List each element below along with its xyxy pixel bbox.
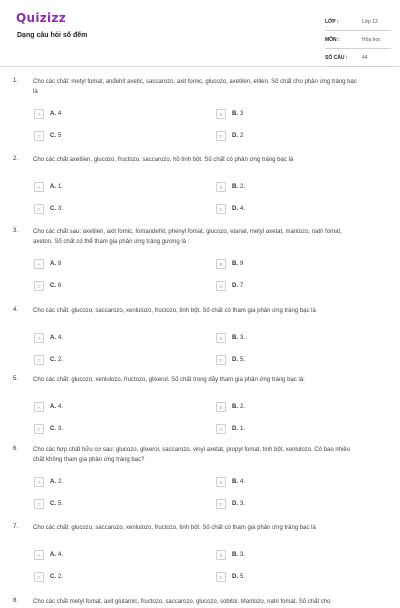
option-label: A. <box>50 261 56 267</box>
option-letter-box: C <box>34 131 44 141</box>
option-label: A. <box>50 552 56 558</box>
option-value: 5. <box>240 574 246 580</box>
option-label: D. <box>232 206 238 212</box>
option-letter-box: B <box>216 402 226 412</box>
option-value: 3. <box>240 552 246 558</box>
option-label: A. <box>50 111 56 117</box>
question-text: Cho các chất axetilen, glucozo, fructozo, saccarozo, hồ tinh bột. Số chất có phản ứng tráng bạc là <box>33 157 294 163</box>
option-c[interactable] <box>34 572 63 582</box>
option-d[interactable] <box>216 281 243 291</box>
option-b[interactable] <box>216 109 243 119</box>
page-title: Dạng câu hỏi số đếm <box>17 32 88 39</box>
option-d[interactable] <box>216 355 245 365</box>
option-a[interactable] <box>34 477 63 487</box>
option-letter-box: A <box>34 550 44 560</box>
option-letter-box: A <box>34 259 44 269</box>
question-number: 4. <box>13 307 19 313</box>
option-value: 4. <box>58 552 64 558</box>
question-text: Cho các chất sau: axetilen, axit fomic, fomandehit, phenyl fomat, glucozo, etanal, metyl axetat, mantozo, natri fomat, axeton. Số chất có thể tham gia phản ứng tráng gương là : <box>33 229 342 245</box>
option-label: B. <box>232 111 238 117</box>
option-value: 2. <box>58 574 64 580</box>
option-letter-box: B <box>216 477 226 487</box>
option-c[interactable] <box>34 131 61 141</box>
option-label: C. <box>50 426 56 432</box>
option-value: 4. <box>240 479 246 485</box>
option-c[interactable] <box>34 281 61 291</box>
meta-key: SỐ CÂU : <box>325 55 348 61</box>
option-label: D. <box>232 426 238 432</box>
option-b[interactable] <box>216 259 243 269</box>
option-b[interactable] <box>216 182 245 192</box>
option-label: B. <box>232 184 238 190</box>
option-label: B. <box>232 479 238 485</box>
question-text: Cho các chất metyl fomat, axit glutamic, fructozo, saccarozo, glucozo, sobitol. Mantozo, natri fomat. Số chất cho <box>33 599 331 605</box>
option-letter-box: C <box>34 355 44 365</box>
option-letter-box: C <box>34 499 44 509</box>
option-value: 2. <box>58 357 64 363</box>
option-a[interactable] <box>34 402 63 412</box>
option-b[interactable] <box>216 333 245 343</box>
option-value: 2. <box>58 479 64 485</box>
option-label: B. <box>232 335 238 341</box>
option-value: 6 <box>58 283 62 289</box>
option-label: B. <box>232 404 238 410</box>
option-label: B. <box>232 552 238 558</box>
option-value: 5 <box>58 133 62 139</box>
question-text: Cho các chất: glucozo, saccarozo, xenlulozo, fructozo, tinh bột. Số chất có tham gia phản ứng tráng bạc là <box>33 525 316 531</box>
option-letter-box: D <box>216 355 226 365</box>
option-value: 1. <box>240 426 246 432</box>
option-a[interactable] <box>34 333 63 343</box>
page-header <box>0 0 400 67</box>
option-label: B. <box>232 261 238 267</box>
option-letter-box: A <box>34 182 44 192</box>
option-letter-box: C <box>34 424 44 434</box>
option-letter-box: D <box>216 281 226 291</box>
option-letter-box: D <box>216 499 226 509</box>
meta-row-question-count <box>325 50 391 67</box>
question-text: Cho các chất: metyl fomat, anđehit axetic, saccarozo, axit fomic, glucozo, axetilen, etilen. Số chất cho phản ứng tráng bạc là <box>33 79 357 95</box>
option-letter-box: B <box>216 109 226 119</box>
option-letter-box: C <box>34 204 44 214</box>
option-c[interactable] <box>34 424 63 434</box>
option-value: 3. <box>58 206 64 212</box>
meta-value: Lớp 12 <box>362 19 378 25</box>
option-letter-box: B <box>216 259 226 269</box>
option-letter-box: A <box>34 333 44 343</box>
option-a[interactable] <box>34 550 63 560</box>
option-d[interactable] <box>216 499 245 509</box>
option-value: 3. <box>240 335 246 341</box>
option-d[interactable] <box>216 572 245 582</box>
option-value: 9 <box>240 261 244 267</box>
option-letter-box: A <box>34 477 44 487</box>
option-label: A. <box>50 479 56 485</box>
option-value: 5. <box>58 501 64 507</box>
option-label: D. <box>232 133 238 139</box>
meta-key: MÔN : <box>325 37 340 43</box>
option-label: D. <box>232 283 238 289</box>
meta-row-grade <box>325 14 391 31</box>
option-value: 1. <box>58 184 64 190</box>
option-value: 4. <box>240 206 246 212</box>
question-number: 7. <box>13 524 19 530</box>
question-number: 5. <box>13 376 19 382</box>
option-label: A. <box>50 404 56 410</box>
option-letter-box: B <box>216 550 226 560</box>
option-letter-box: D <box>216 424 226 434</box>
option-value: 7 <box>240 283 244 289</box>
option-c[interactable] <box>34 204 63 214</box>
question-number: 6. <box>13 446 19 452</box>
option-label: C. <box>50 133 56 139</box>
meta-value: Hóa học <box>362 37 381 43</box>
option-c[interactable] <box>34 355 63 365</box>
question-text: Cho các chất: glucozo, saccarozo, xenlulozo, fructozo, tinh bột. Số chất có tham gia phản ứng tráng bạc là <box>33 308 316 314</box>
meta-row-subject <box>325 32 391 49</box>
option-c[interactable] <box>34 499 63 509</box>
option-label: C. <box>50 206 56 212</box>
option-value: 5. <box>240 357 246 363</box>
option-d[interactable] <box>216 424 245 434</box>
option-a[interactable] <box>34 259 61 269</box>
option-letter-box: A <box>34 109 44 119</box>
option-a[interactable] <box>34 182 63 192</box>
option-value: 8 <box>58 261 62 267</box>
meta-value: 44 <box>362 55 368 61</box>
meta-key: LỚP : <box>325 19 339 25</box>
option-value: 4. <box>58 335 64 341</box>
option-value: 4 <box>58 111 62 117</box>
option-d[interactable] <box>216 204 245 214</box>
option-letter-box: B <box>216 333 226 343</box>
question-number: 1. <box>13 78 19 84</box>
option-label: D. <box>232 357 238 363</box>
question-text: Cho các chất: glucozo, xenlulozo, fructozo, glixerol. Số chất trong dãy tham gia phản ứng tráng bạc là: <box>33 377 305 383</box>
option-letter-box: A <box>34 402 44 412</box>
option-value: 2. <box>240 404 246 410</box>
option-label: A. <box>50 335 56 341</box>
option-value: 4. <box>58 404 64 410</box>
question-number: 2. <box>13 156 19 162</box>
option-letter-box: C <box>34 281 44 291</box>
question-text: Cho các hợp chất hữu cơ sau: glucozo, glixerol, saccarozo, vinyl axetat, propyl fomat, tinh bột, xenlulozo. Có bao nhiêu chất không tham gia phản ứng tráng bạc? <box>33 447 351 463</box>
option-letter-box: D <box>216 572 226 582</box>
option-value: 2 <box>240 133 244 139</box>
option-letter-box: D <box>216 131 226 141</box>
option-letter-box: B <box>216 182 226 192</box>
option-label: A. <box>50 184 56 190</box>
option-label: D. <box>232 574 238 580</box>
option-label: C. <box>50 501 56 507</box>
option-value: 3 <box>240 111 244 117</box>
option-label: D. <box>232 501 238 507</box>
option-label: C. <box>50 574 56 580</box>
option-letter-box: C <box>34 572 44 582</box>
option-b[interactable] <box>216 477 245 487</box>
meta-info <box>325 14 391 68</box>
option-a[interactable] <box>34 109 61 119</box>
option-value: 3. <box>240 501 246 507</box>
quizizz-logo: Quizizz <box>16 11 67 25</box>
question-number: 3. <box>13 228 19 234</box>
option-value: 3. <box>58 426 64 432</box>
option-label: C. <box>50 283 56 289</box>
option-value: 2. <box>240 184 246 190</box>
option-d[interactable] <box>216 131 243 141</box>
option-b[interactable] <box>216 402 245 412</box>
option-b[interactable] <box>216 550 245 560</box>
question-number: 8. <box>13 598 19 604</box>
option-letter-box: D <box>216 204 226 214</box>
option-label: C. <box>50 357 56 363</box>
